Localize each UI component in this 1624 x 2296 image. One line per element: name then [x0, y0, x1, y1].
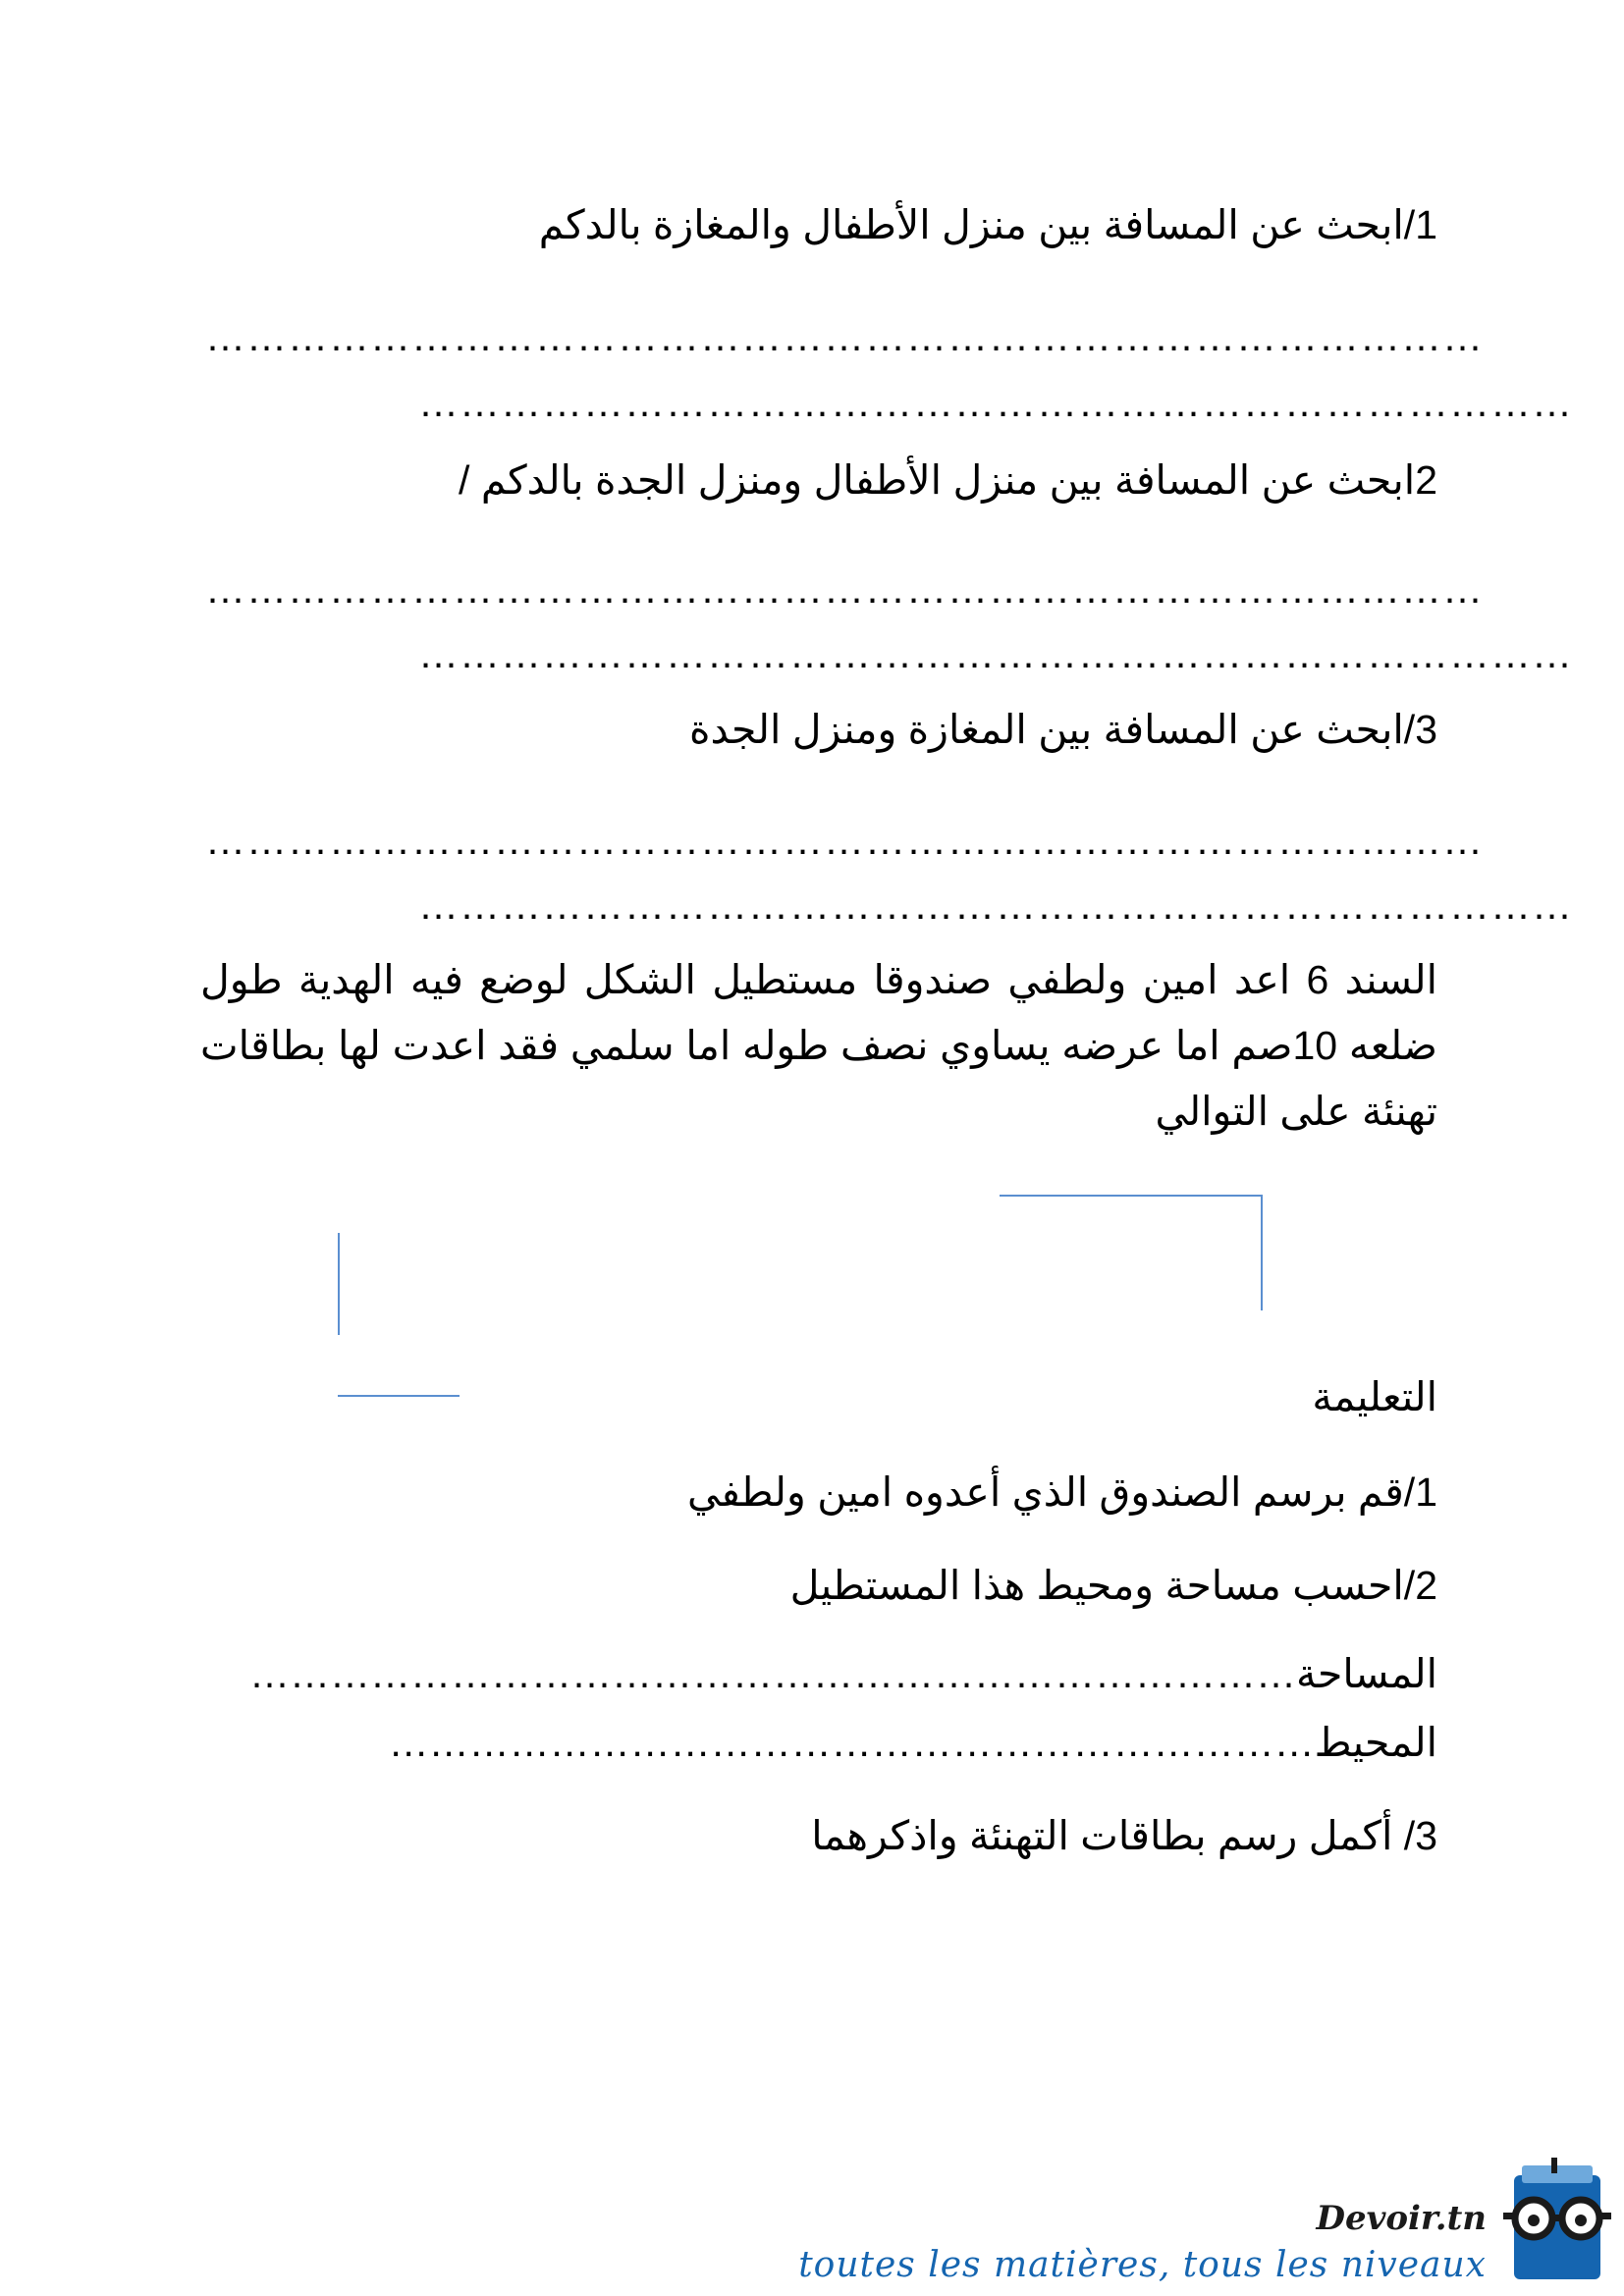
task-3: 3/ أكمل رسم بطاقات التهنئة واذكرهما	[811, 1813, 1437, 1858]
brand-name: Devoir.tn	[1316, 2199, 1487, 2238]
answer-line-2a: …………………………………………………………………………………	[205, 566, 1484, 612]
perimeter-label: المحيط	[1314, 1720, 1437, 1765]
perimeter-field	[389, 1718, 1437, 1767]
instruction-heading: التعليمة	[1312, 1374, 1437, 1419]
answer-line-2b: …………………………………………………………………………	[418, 631, 1573, 676]
task-1: 1/قم برسم الصندوق الذي أعدوه امين ولطفي	[687, 1469, 1437, 1515]
answer-line-1a: …………………………………………………………………………………	[205, 314, 1484, 359]
answer-line-3b: …………………………………………………………………………	[418, 882, 1573, 928]
card-1-top-edge	[1000, 1195, 1263, 1197]
card-1-right-edge	[1261, 1195, 1263, 1310]
card-2-bottom-edge	[338, 1395, 460, 1397]
area-answer-dots: ……………………………………………………………………	[249, 1651, 1297, 1696]
card-2-left-edge	[338, 1233, 340, 1335]
answer-line-1b: …………………………………………………………………………	[418, 380, 1573, 425]
task-2: 2/احسب مساحة ومحيط هذا المستطيل	[789, 1563, 1437, 1608]
perimeter-answer-dots: ……………………………………………………………	[388, 1720, 1315, 1765]
area-label: المساحة	[1296, 1651, 1437, 1696]
document-6-paragraph: السند 6 اعد امين ولطفي صندوقا مستطيل الشكل لوضع فيه الهدية طول ضلعه 10صم اما عرضه يساوي نصف طوله اما سلمي فقد اعدت لها بطاقات تهنئة على التوالي	[200, 957, 1437, 1134]
answer-line-3a: …………………………………………………………………………………	[205, 818, 1484, 863]
area-field	[249, 1649, 1437, 1698]
question-2: 2ابحث عن المسافة بين منزل الأطفال ومنزل الجدة بالدكم /	[459, 457, 1437, 503]
glasses-book-icon	[1500, 2158, 1614, 2283]
brand-slogan: toutes les matières, tous les niveaux	[798, 2245, 1487, 2285]
question-3: 3/ابحث عن المسافة بين المغازة ومنزل الجدة	[688, 707, 1437, 752]
question-1: 1/ابحث عن المسافة بين منزل الأطفال والمغازة بالدكم	[538, 202, 1437, 247]
